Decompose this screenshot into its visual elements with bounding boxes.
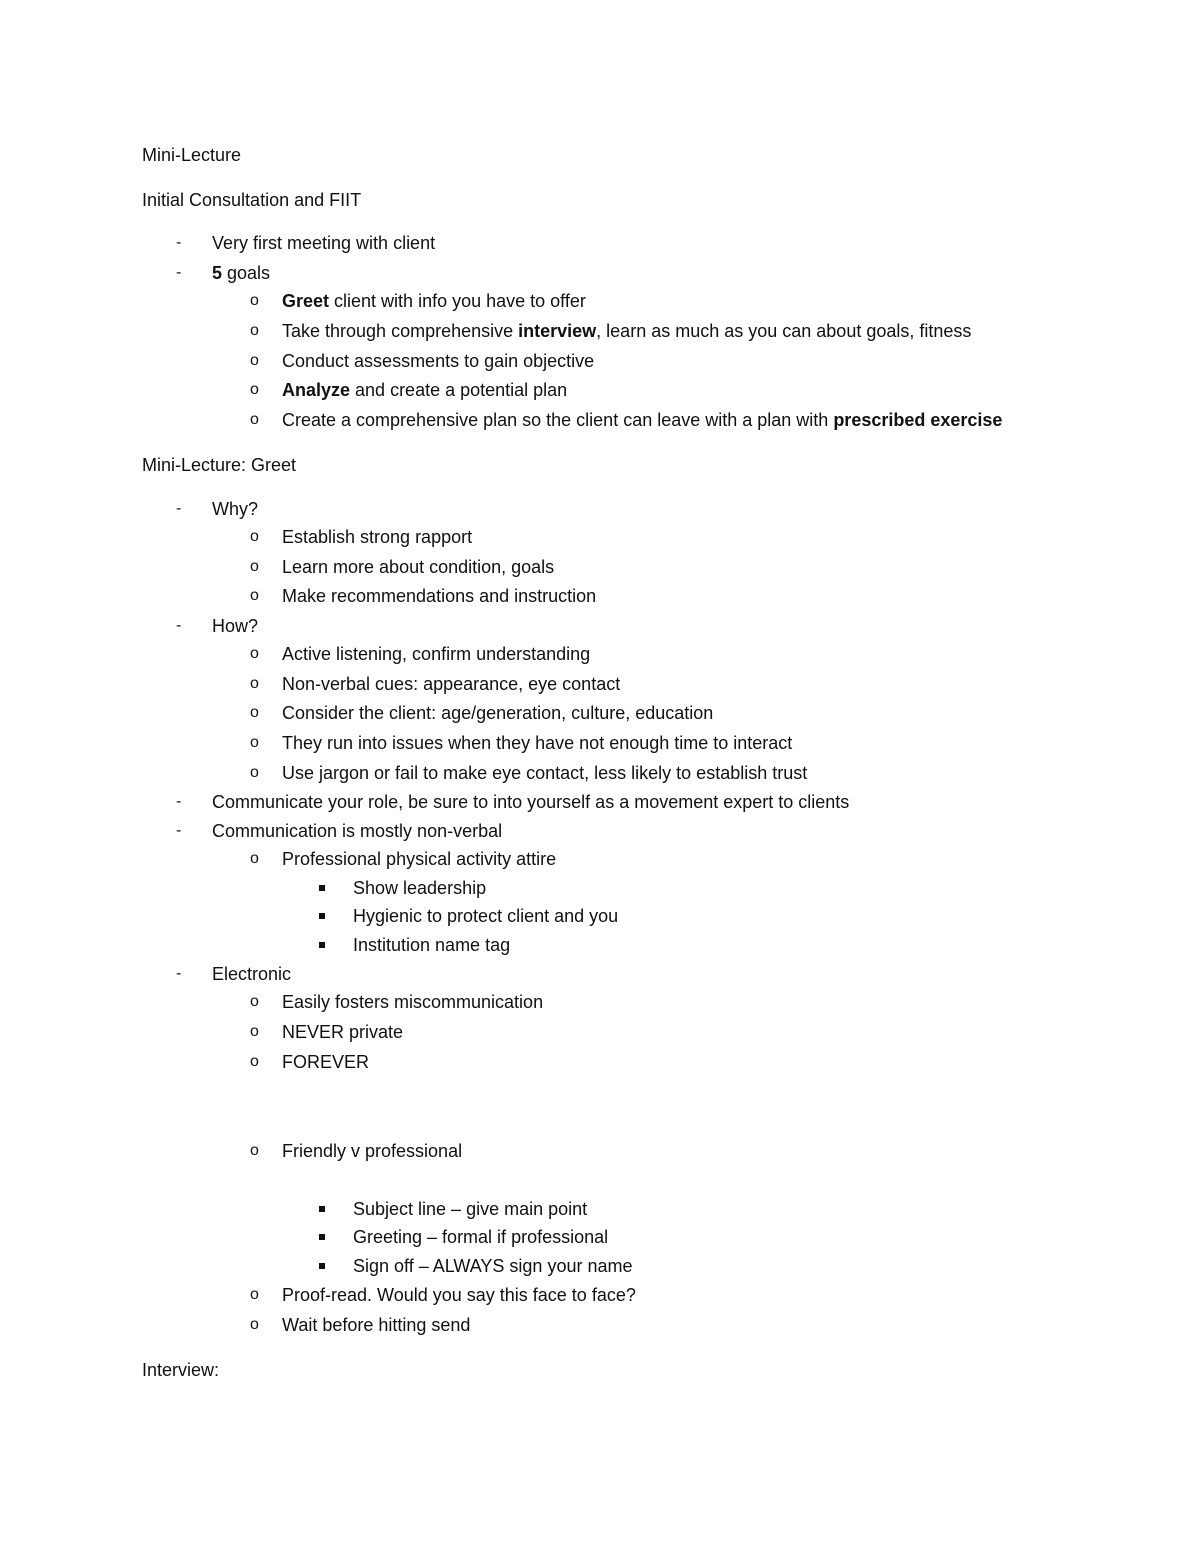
bold-text: Greet [282, 291, 330, 311]
dash-bullet: - [176, 617, 182, 634]
circle-bullet: o [250, 764, 259, 781]
square-bullet-icon [319, 885, 325, 891]
bold-text: Analyze [282, 380, 351, 400]
section-subtitle-initial-consultation: Initial Consultation and FIIT [142, 190, 362, 210]
square-bullet-icon [319, 1263, 325, 1269]
how-nonverbal: Non-verbal cues: appearance, eye contact [282, 674, 621, 694]
comm-attire: Professional physical activity attire [282, 849, 557, 869]
square-bullet-icon [319, 942, 325, 948]
email-subject-line: Subject line – give main point [353, 1199, 588, 1219]
attire-leadership: Show leadership [353, 878, 487, 898]
bullet-first-meeting: Very first meeting with client [212, 233, 436, 253]
bullet-communication: Communication is mostly non-verbal [212, 821, 503, 841]
circle-bullet: o [250, 1316, 259, 1333]
bullet-five-goals [212, 261, 270, 285]
circle-bullet: o [250, 292, 259, 309]
circle-bullet: o [250, 352, 259, 369]
how-consider: Consider the client: age/generation, culture, education [282, 703, 714, 723]
text: goals [222, 263, 271, 283]
goal-assessments: Conduct assessments to gain objective [282, 351, 595, 371]
goal-plan [282, 408, 1002, 432]
attire-hygienic: Hygienic to protect client and you [353, 906, 619, 926]
circle-bullet: o [250, 850, 259, 867]
circle-bullet: o [250, 1023, 259, 1040]
circle-bullet: o [250, 381, 259, 398]
text: , learn as much as you can about goals, fitness [596, 321, 972, 341]
attire-name-tag: Institution name tag [353, 935, 511, 955]
dash-bullet: - [176, 822, 182, 839]
how-jargon: Use jargon or fail to make eye contact, less likely to establish trust [282, 763, 808, 783]
text: client with info you have to offer [329, 291, 586, 311]
circle-bullet: o [250, 704, 259, 721]
why-recommendations: Make recommendations and instruction [282, 586, 597, 606]
section-title-mini-lecture: Mini-Lecture [142, 145, 242, 165]
bold-text: prescribed exercise [833, 410, 1003, 430]
circle-bullet: o [250, 1286, 259, 1303]
dash-bullet: - [176, 234, 182, 251]
bold-text: interview [518, 321, 597, 341]
text: and create a potential plan [350, 380, 568, 400]
section-title-greet: Mini-Lecture: Greet [142, 455, 297, 475]
electronic-proof-read: Proof-read. Would you say this face to face? [282, 1285, 636, 1305]
text: Take through comprehensive [282, 321, 519, 341]
circle-bullet: o [250, 645, 259, 662]
circle-bullet: o [250, 675, 259, 692]
electronic-forever: FOREVER [282, 1052, 370, 1072]
email-greeting: Greeting – formal if professional [353, 1227, 609, 1247]
dash-bullet: - [176, 264, 182, 281]
bold-text: 5 [212, 263, 223, 283]
bullet-how: How? [212, 616, 259, 636]
circle-bullet: o [250, 1053, 259, 1070]
circle-bullet: o [250, 993, 259, 1010]
email-sign-off: Sign off – ALWAYS sign your name [353, 1256, 633, 1276]
bullet-role: Communicate your role, be sure to into yourself as a movement expert to clients [212, 792, 850, 812]
circle-bullet: o [250, 587, 259, 604]
why-rapport: Establish strong rapport [282, 527, 473, 547]
square-bullet-icon [319, 913, 325, 919]
square-bullet-icon [319, 1234, 325, 1240]
dash-bullet: - [176, 500, 182, 517]
electronic-wait: Wait before hitting send [282, 1315, 471, 1335]
goal-interview [282, 319, 971, 343]
circle-bullet: o [250, 528, 259, 545]
electronic-miscommunication: Easily fosters miscommunication [282, 992, 544, 1012]
how-issues: They run into issues when they have not enough time to interact [282, 733, 793, 753]
dash-bullet: - [176, 965, 182, 982]
how-listening: Active listening, confirm understanding [282, 644, 591, 664]
section-title-interview: Interview: [142, 1360, 220, 1380]
circle-bullet: o [250, 734, 259, 751]
circle-bullet: o [250, 558, 259, 575]
electronic-friendly-professional: Friendly v professional [282, 1141, 463, 1161]
goal-greet [282, 289, 586, 313]
circle-bullet: o [250, 1142, 259, 1159]
dash-bullet: - [176, 793, 182, 810]
square-bullet-icon [319, 1206, 325, 1212]
circle-bullet: o [250, 322, 259, 339]
electronic-never-private: NEVER private [282, 1022, 404, 1042]
why-condition: Learn more about condition, goals [282, 557, 555, 577]
text: Create a comprehensive plan so the client can leave with a plan with [282, 410, 834, 430]
goal-analyze [282, 378, 567, 402]
circle-bullet: o [250, 411, 259, 428]
bullet-electronic: Electronic [212, 964, 292, 984]
bullet-why: Why? [212, 499, 259, 519]
